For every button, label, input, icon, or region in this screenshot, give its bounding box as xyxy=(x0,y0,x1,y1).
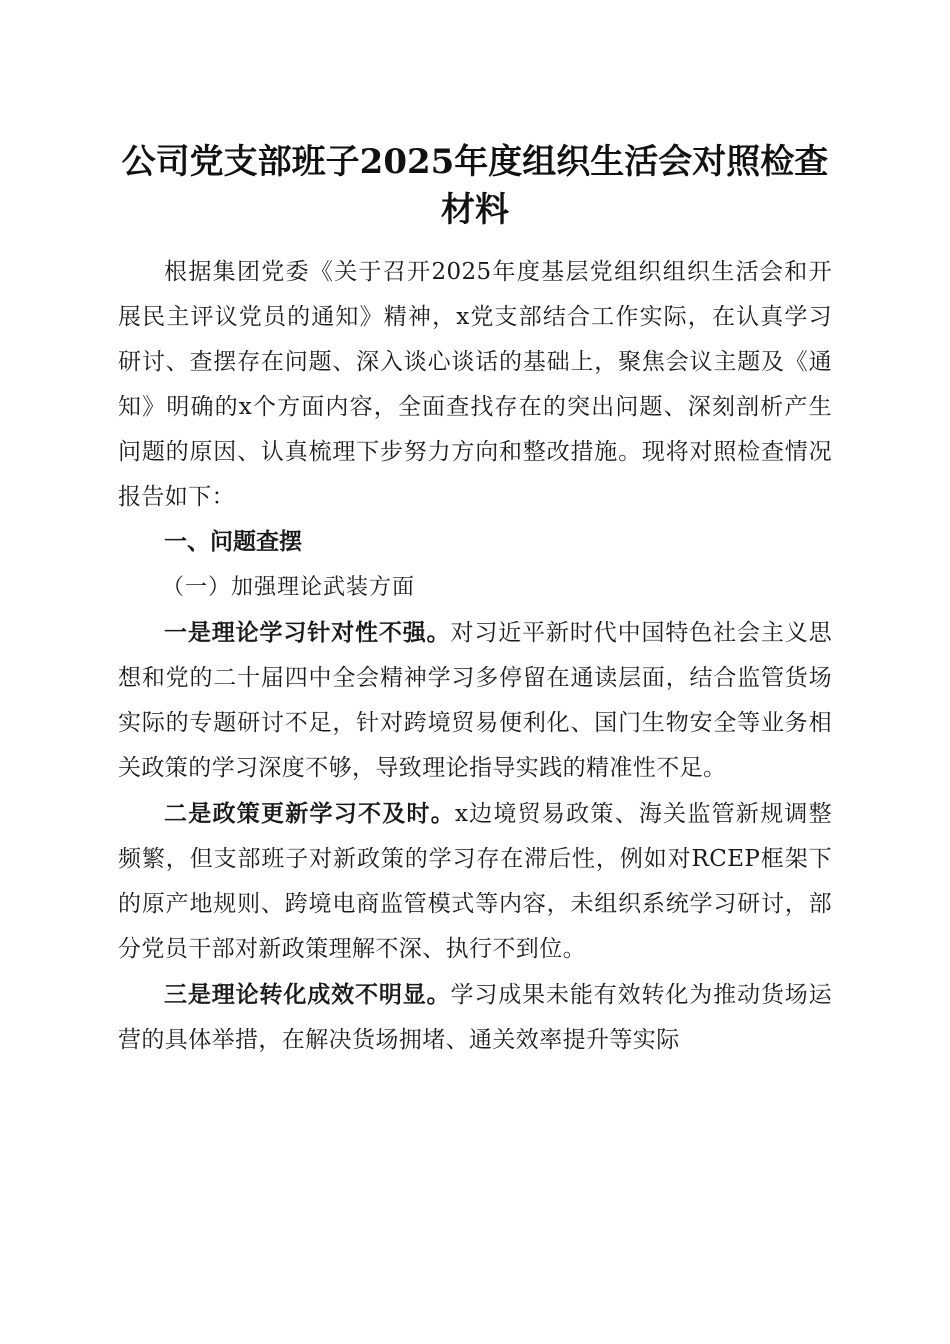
problem-item-2 xyxy=(118,791,832,972)
section-heading-problems: 一、问题查摆 xyxy=(164,529,302,555)
problem-item-3-lead: 三是理论转化成效不明显。 xyxy=(164,981,451,1008)
subsection-heading-theory: （一）加强理论武装方面 xyxy=(162,575,416,600)
problem-item-1 xyxy=(118,610,832,791)
problem-item-2-lead: 二是政策更新学习不及时。 xyxy=(164,800,455,827)
problem-item-1-text: 对习近平新时代中国特色社会主义思想和党的二十届四中全会精神学习多停留在通读层面，结合监管货场实际的专题研讨不足，针对跨境贸易便利化、国门生物安全等业务相关政策的学习深度不够，导致理论指导实践的精准性不足。 xyxy=(118,620,832,781)
document-title: 公司党支部班子2025年度组织生活会对照检查材料 xyxy=(121,142,829,230)
problem-item-1-lead: 一是理论学习针对性不强。 xyxy=(164,619,451,646)
problem-item-2-text: x边境贸易政策、海关监管新规调整频繁，但支部班子对新政策的学习存在滞后性，例如对RCEP框架下的原产地规则、跨境电商监管模式等内容，未组织系统学习研讨，部分党员干部对新政策理解不深、执行不到位。 xyxy=(118,801,832,962)
document-body xyxy=(118,250,832,1063)
problem-item-3-text: 学习成果未能有效转化为推动货场运营的具体举措，在解决货场拥堵、通关效率提升等实际 xyxy=(118,982,832,1053)
intro-paragraph: 根据集团党委《关于召开2025年度基层党组织组织生活会和开展民主评议党员的通知》精神，x党支部结合工作实际，在认真学习研讨、查摆存在问题、深入谈心谈话的基础上，聚焦会议主题及《通知》明确的x个方面内容，全面查找存在的突出问题、深刻剖析产生问题的原因、认真梳理下步努力方向和整改措施。现将对照检查情况报告如下： xyxy=(118,259,832,510)
problem-item-3 xyxy=(118,972,832,1063)
